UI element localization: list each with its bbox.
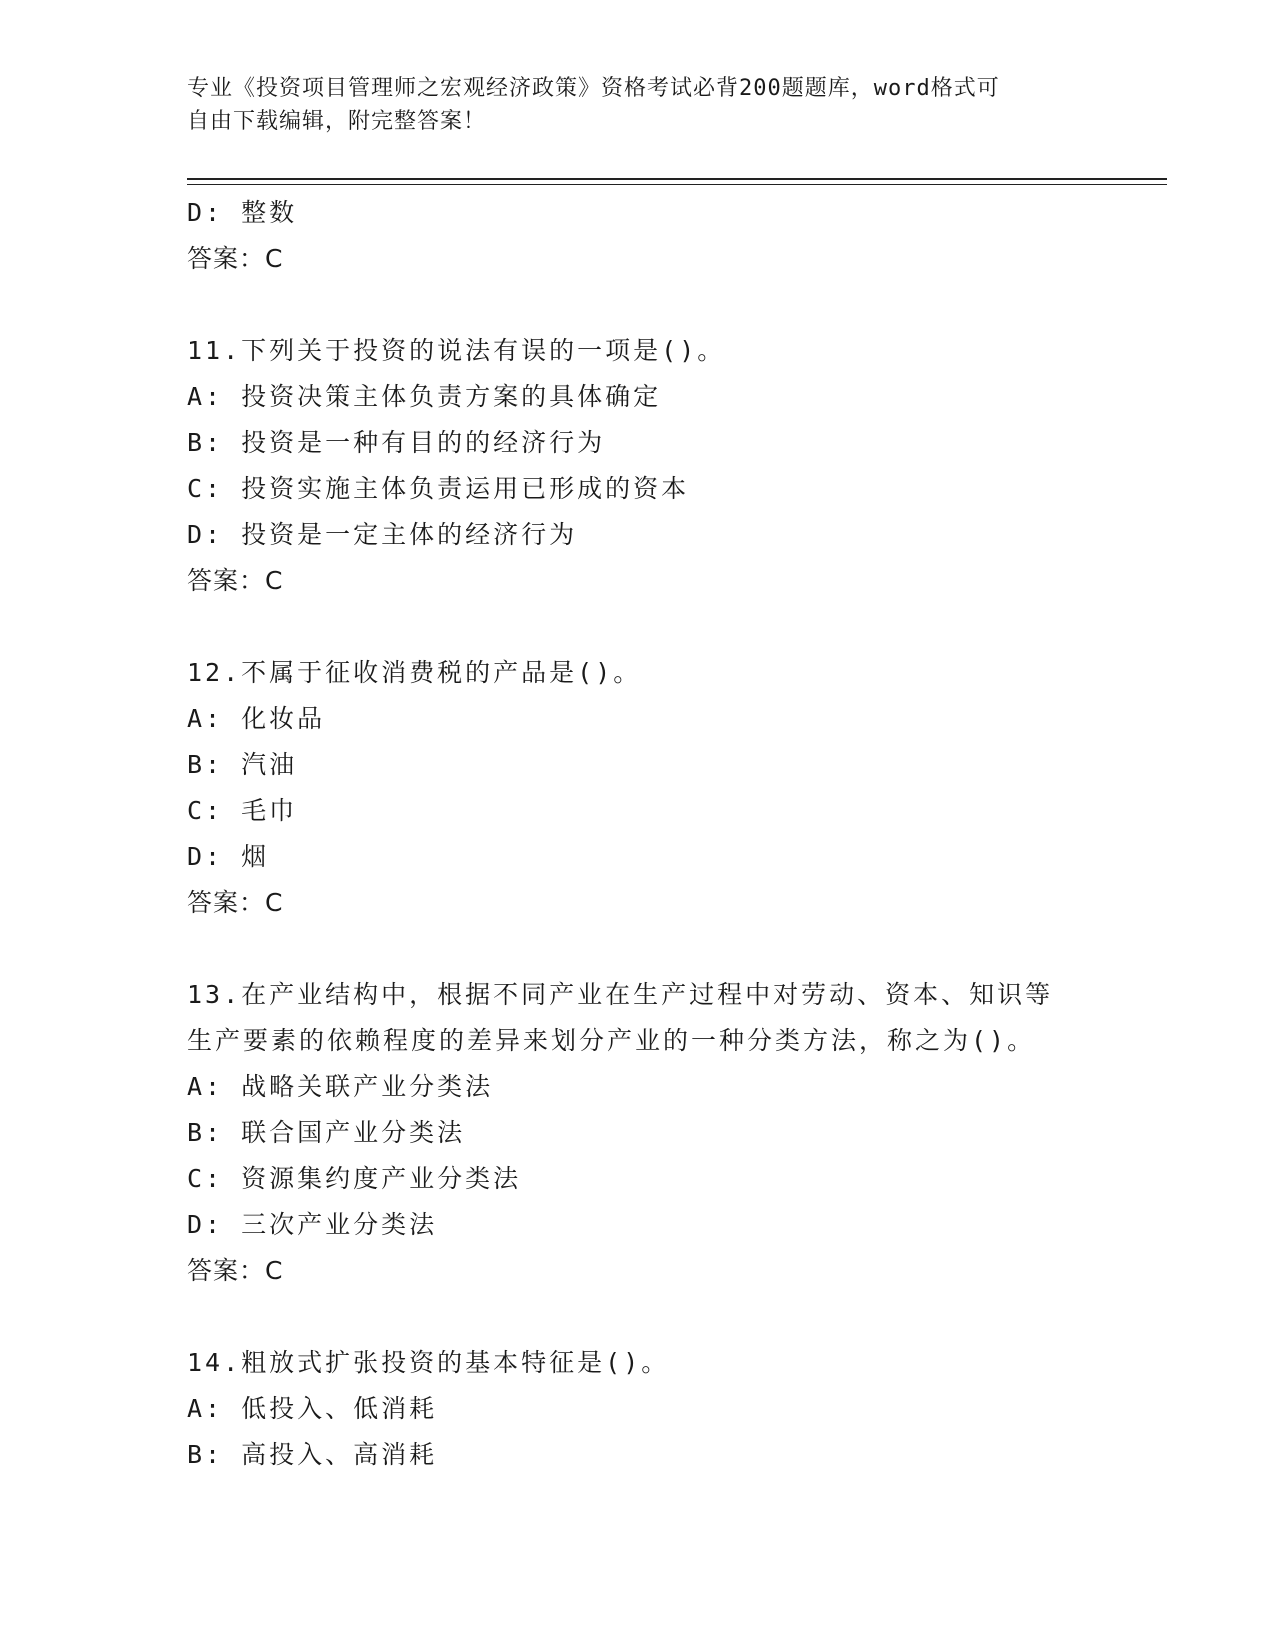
option-b: B: 汽油: [187, 750, 298, 779]
option-b: B: 联合国产业分类法: [187, 1118, 466, 1147]
question-13: [187, 972, 1167, 1294]
option-b: B: 投资是一种有目的的经济行为: [187, 428, 606, 457]
question-14: [187, 1340, 1167, 1478]
spacer: [187, 604, 1167, 650]
option-c: C: 投资实施主体负责运用已形成的资本: [187, 474, 690, 503]
option-c: C: 毛巾: [187, 796, 298, 825]
option-a: A: 低投入、低消耗: [187, 1394, 438, 1423]
option-a: A: 化妆品: [187, 704, 326, 733]
question-12: [187, 650, 1167, 926]
spacer: [187, 1294, 1167, 1340]
option-a: A: 投资决策主体负责方案的具体确定: [187, 382, 662, 411]
question-11: [187, 328, 1167, 604]
option-d: D: 三次产业分类法: [187, 1210, 438, 1239]
question-stem: 14.粗放式扩张投资的基本特征是()。: [187, 1348, 670, 1377]
answer: 答案：C: [187, 1256, 284, 1285]
lead-answer: 答案：C: [187, 244, 284, 273]
spacer: [187, 282, 1167, 328]
lead-option-d: D: 整数: [187, 198, 298, 227]
header-line-1: 专业《投资项目管理师之宏观经济政策》资格考试必背200题题库，word格式可: [187, 76, 1000, 101]
answer: 答案：C: [187, 888, 284, 917]
option-d: D: 投资是一定主体的经济行为: [187, 520, 578, 549]
question-stem-line-1: 13.在产业结构中，根据不同产业在生产过程中对劳动、资本、知识等: [187, 980, 1054, 1009]
option-a: A: 战略关联产业分类法: [187, 1072, 494, 1101]
document-header: [187, 72, 1067, 138]
question-stem-line-2: 生产要素的依赖程度的差异来划分产业的一种分类方法，称之为()。: [187, 1026, 1036, 1055]
spacer: [187, 926, 1167, 972]
header-line-2: 自由下载编辑，附完整答案！: [187, 109, 487, 134]
option-d: D: 烟: [187, 842, 270, 871]
option-b: B: 高投入、高消耗: [187, 1440, 438, 1469]
question-stem: 11.下列关于投资的说法有误的一项是()。: [187, 336, 726, 365]
header-rule-thick: [187, 178, 1167, 180]
question-list: [187, 190, 1167, 1478]
question-stem: 12.不属于征收消费税的产品是()。: [187, 658, 642, 687]
option-c: C: 资源集约度产业分类法: [187, 1164, 522, 1193]
header-rule-thin: [187, 184, 1167, 185]
answer: 答案：C: [187, 566, 284, 595]
